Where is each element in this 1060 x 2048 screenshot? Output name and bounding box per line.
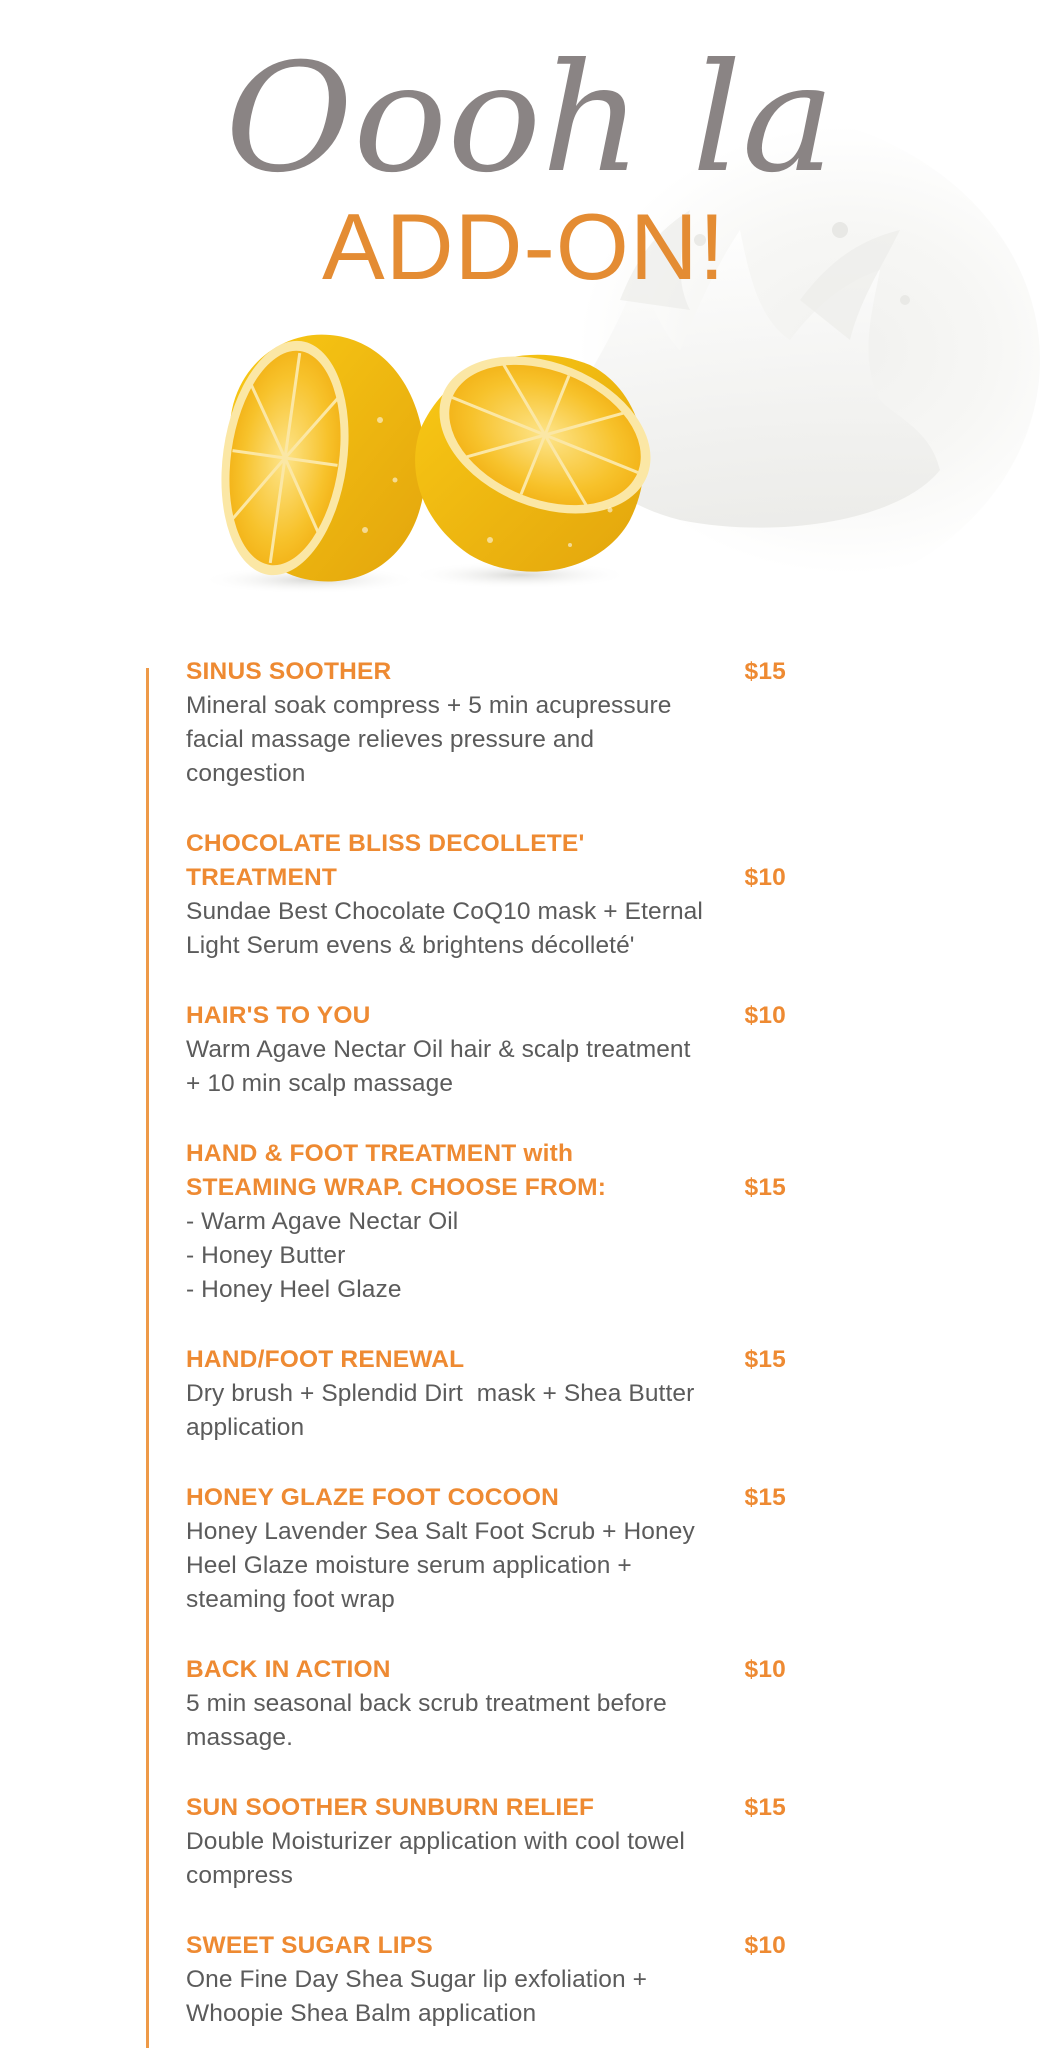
menu-item <box>186 1137 786 1307</box>
addon-title: ADD-ON! <box>322 194 726 299</box>
menu-item <box>186 1481 786 1617</box>
menu-item-name-line: SINUS SOOTHER <box>186 658 392 685</box>
menu-item-description <box>186 1825 786 1893</box>
menu-item <box>186 827 786 963</box>
menu-item-desc-line: + 10 min scalp massage <box>186 1070 454 1097</box>
menu-item-desc-line: steaming foot wrap <box>186 1586 395 1613</box>
menu-item-name-line: HAND/FOOT RENEWAL <box>186 1346 465 1373</box>
menu-item-name-line: TREATMENT <box>186 864 338 891</box>
menu-item <box>186 1791 786 1893</box>
menu-item-price: $15 <box>744 1346 786 1373</box>
menu-item-name-line: HAIR'S TO YOU <box>186 1002 371 1029</box>
menu-item-price: $10 <box>744 1656 786 1683</box>
menu-item-name <box>186 1343 786 1377</box>
menu-item-price: $15 <box>744 1484 786 1511</box>
menu-item-desc-line: massage. <box>186 1724 294 1751</box>
menu-item-desc-line: Light Serum evens & brightens décolleté' <box>186 932 635 959</box>
menu-item-name-line: STEAMING WRAP. CHOOSE FROM: <box>186 1174 607 1201</box>
script-title-text: Oooh la <box>225 32 835 206</box>
menu-item-name <box>186 1653 786 1687</box>
menu-item-price: $15 <box>744 658 786 685</box>
menu-item <box>186 655 786 791</box>
menu-item <box>186 1343 786 1445</box>
addon-menu-list <box>186 655 786 2048</box>
menu-item-description <box>186 1515 786 1617</box>
menu-item-name <box>186 655 786 689</box>
menu-item-price: $10 <box>744 1002 786 1029</box>
menu-item-desc-line: 5 min seasonal back scrub treatment before <box>186 1690 667 1717</box>
menu-item-description <box>186 689 786 791</box>
menu-item <box>186 1653 786 1755</box>
menu-item-price: $10 <box>744 1932 786 1959</box>
menu-item-desc-line: Whoopie Shea Balm application <box>186 2000 537 2027</box>
menu-item-name <box>186 827 786 895</box>
menu-item-desc-line: - Honey Butter <box>186 1242 346 1269</box>
menu-item <box>186 1929 786 2031</box>
menu-item-desc-line: application <box>186 1414 305 1441</box>
menu-item-name <box>186 1481 786 1515</box>
menu-item-desc-line: Warm Agave Nectar Oil hair & scalp treatment <box>186 1036 691 1063</box>
menu-item-description <box>186 1377 786 1445</box>
menu-item-name-line: SUN SOOTHER SUNBURN RELIEF <box>186 1794 595 1821</box>
menu-item-name-line: SWEET SUGAR LIPS <box>186 1932 433 1959</box>
menu-item-name-line: HAND & FOOT TREATMENT with <box>186 1140 574 1167</box>
menu-item-desc-line: Mineral soak compress + 5 min acupressure <box>186 692 672 719</box>
menu-item-desc-line: Dry brush + Splendid Dirt mask + Shea Butter <box>186 1380 695 1407</box>
menu-accent-line <box>146 668 149 2048</box>
menu-item <box>186 999 786 1101</box>
menu-item-description <box>186 895 786 963</box>
menu-item-desc-line: Heel Glaze moisture serum application + <box>186 1552 632 1579</box>
menu-item-name-line: HONEY GLAZE FOOT COCOON <box>186 1484 560 1511</box>
menu-item-name <box>186 1791 786 1825</box>
menu-item-name <box>186 1929 786 1963</box>
script-title <box>215 0 855 215</box>
menu-item-name <box>186 999 786 1033</box>
menu-item-desc-line: Double Moisturizer application with cool towel <box>186 1828 685 1855</box>
menu-item-description <box>186 1687 786 1755</box>
menu-item-desc-line: - Warm Agave Nectar Oil <box>186 1208 459 1235</box>
menu-item-name <box>186 1137 786 1205</box>
menu-item-price: $15 <box>744 1794 786 1821</box>
menu-item-desc-line: congestion <box>186 760 306 787</box>
menu-item-name-line: BACK IN ACTION <box>186 1656 391 1683</box>
menu-item-description <box>186 1205 786 1307</box>
menu-item-desc-line: Sundae Best Chocolate CoQ10 mask + Eternal <box>186 898 703 925</box>
menu-item-name-line: CHOCOLATE BLISS DECOLLETE' <box>186 830 585 857</box>
menu-item-desc-line: facial massage relieves pressure and <box>186 726 595 753</box>
menu-item-desc-line: One Fine Day Shea Sugar lip exfoliation + <box>186 1966 648 1993</box>
menu-item-desc-line: compress <box>186 1862 293 1889</box>
menu-item-description <box>186 1963 786 2031</box>
menu-item-price: $10 <box>744 864 786 891</box>
menu-item-description <box>186 1033 786 1101</box>
lemon-halves-image <box>190 310 690 600</box>
menu-item-desc-line: Honey Lavender Sea Salt Foot Scrub + Honey <box>186 1518 695 1545</box>
menu-item-desc-line: - Honey Heel Glaze <box>186 1276 402 1303</box>
menu-item-price: $15 <box>744 1174 786 1201</box>
